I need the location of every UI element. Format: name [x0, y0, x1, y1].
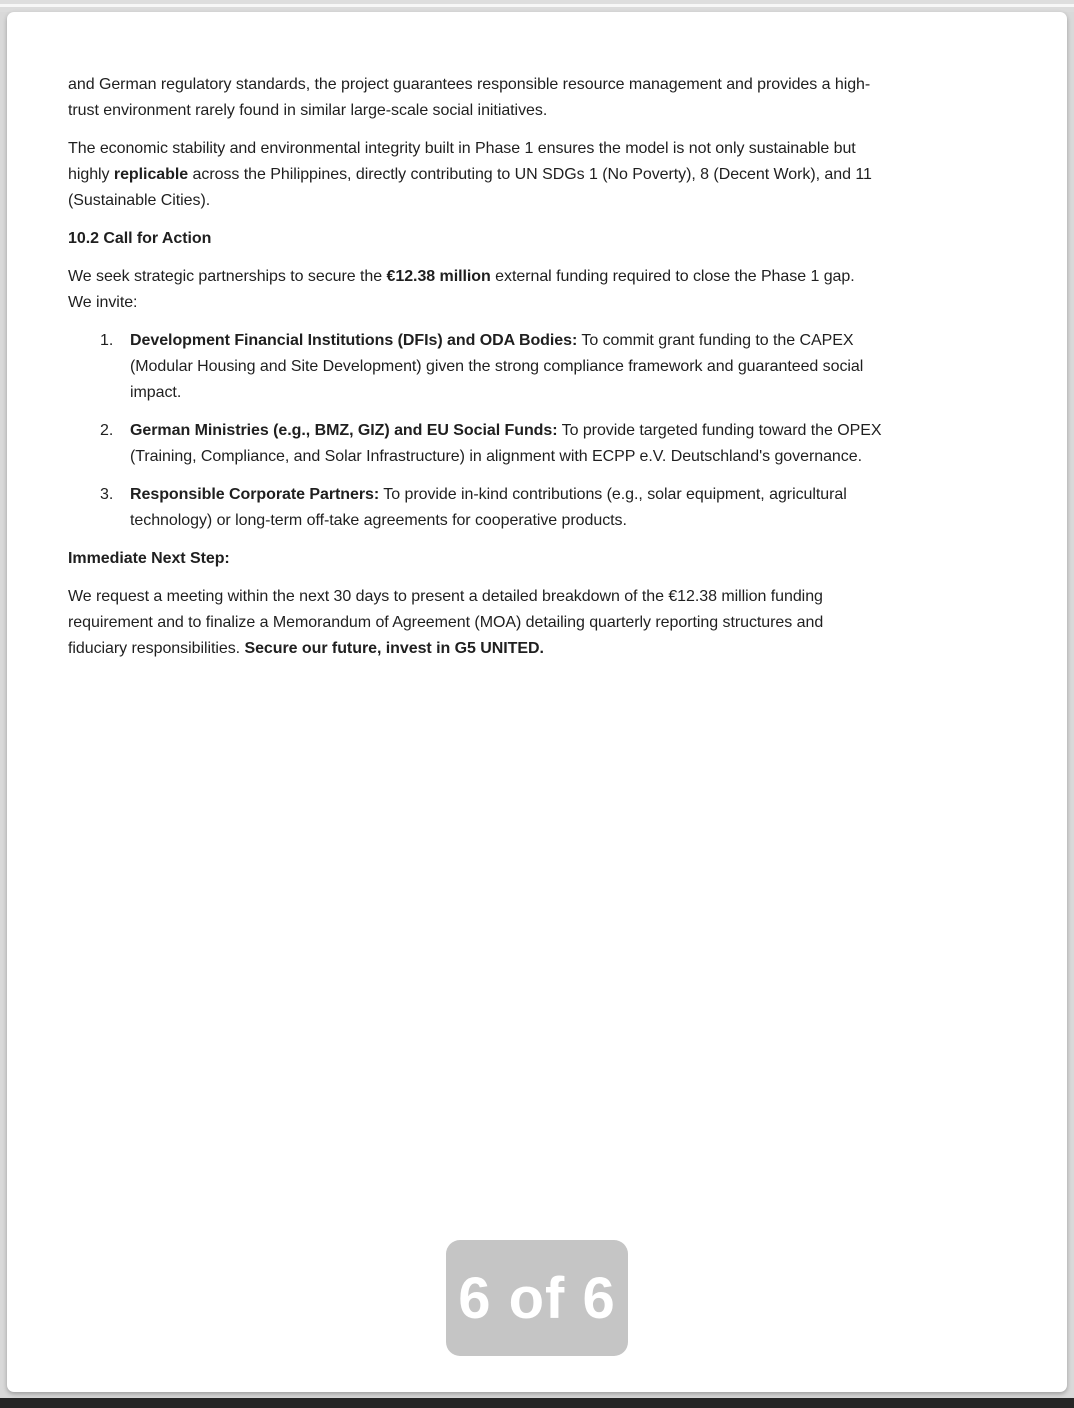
paragraph-regulatory-standards: and German regulatory standards, the project guarantees responsible resource management and provides a high- trust environment rarely found in similar large-scale social initiatives.: [68, 76, 871, 119]
list-number: 1.: [100, 332, 114, 349]
list-number: 2.: [100, 422, 114, 439]
list-item-dfis: [68, 328, 1012, 406]
partners-numbered-list: [68, 328, 1012, 534]
list-item-text: Development Financial Institutions (DFIs) and ODA Bodies: To commit grant funding to the CAPEX (Modular Housing and Site Development) given the strong compliance framework and guaranteed social impact.: [130, 332, 864, 401]
page-number-badge: 6 of 6: [446, 1240, 628, 1356]
paragraph-seek-partnerships: We seek strategic partnerships to secure the €12.38 million external funding required to close the Phase 1 gap. We invite:: [68, 268, 855, 311]
list-item-german-ministries: [68, 418, 1012, 470]
list-number: 3.: [100, 486, 114, 503]
paragraph-request-meeting: We request a meeting within the next 30 days to present a detailed breakdown of the €12.38 million funding requirement and to finalize a Memorandum of Agreement (MOA) detailing quarterly reporting structures and fiduciary responsibilities. Secure our future, invest in G5 UNITED.: [68, 588, 824, 657]
list-item-text: Responsible Corporate Partners: To provide in-kind contributions (e.g., solar equipment, agricultural technology) or long-term off-take agreements for cooperative products.: [130, 486, 847, 529]
page-gap-top: [0, 0, 1074, 12]
section-heading-call-for-action: 10.2 Call for Action: [68, 230, 212, 247]
heading-immediate-next-step: Immediate Next Step:: [68, 550, 230, 567]
bottom-bar: [0, 1398, 1074, 1408]
document-page[interactable]: [7, 12, 1067, 1392]
list-item-corporate-partners: [68, 482, 1012, 534]
list-item-text: German Ministries (e.g., BMZ, GIZ) and EU Social Funds: To provide targeted funding toward the OPEX (Training, Compliance, and Solar Infrastructure) in alignment with ECPP e.V. Deutschland's governance.: [130, 422, 882, 465]
document-content: [7, 12, 1067, 662]
paragraph-economic-stability: The economic stability and environmental integrity built in Phase 1 ensures the model is not only sustainable but highly replicable across the Philippines, directly contributing to UN SDGs 1 (No Poverty), 8 (Decent Work), and 11 (Sustainable Cities).: [68, 140, 872, 209]
